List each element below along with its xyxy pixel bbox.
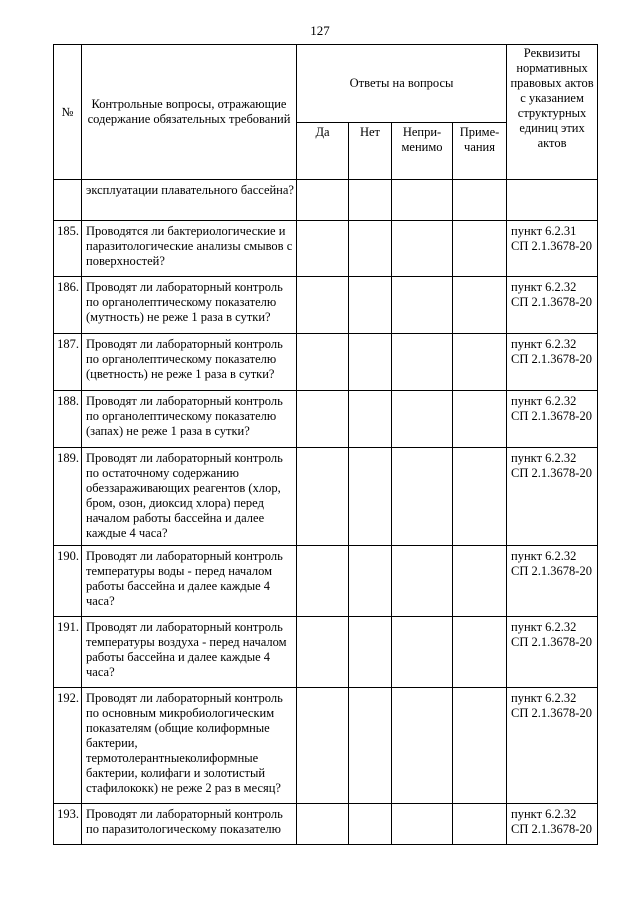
row-reference: пункт 6.2.32 СП 2.1.3678-20 [507, 391, 598, 448]
requirements-table [53, 44, 598, 845]
table-row [54, 804, 598, 845]
answer-na-cell[interactable] [392, 688, 453, 804]
row-number: 189. [54, 448, 82, 546]
row-number [54, 180, 82, 221]
table-row [54, 448, 598, 546]
answer-note-cell[interactable] [453, 688, 507, 804]
answer-na-cell[interactable] [392, 546, 453, 617]
answer-no-cell[interactable] [349, 277, 392, 334]
row-reference [507, 180, 598, 221]
answer-note-cell[interactable] [453, 391, 507, 448]
row-number: 185. [54, 221, 82, 277]
answer-yes-cell[interactable] [297, 804, 349, 845]
row-question: Проводят ли лабораторный контроль температуры воздуха - перед началом работы бассейна и далее каждые 4 часа? [82, 617, 297, 688]
answer-note-cell[interactable] [453, 546, 507, 617]
row-number: 193. [54, 804, 82, 845]
answer-note-cell[interactable] [453, 448, 507, 546]
answer-na-cell[interactable] [392, 334, 453, 391]
answer-na-cell[interactable] [392, 221, 453, 277]
answer-na-cell[interactable] [392, 180, 453, 221]
row-reference: пункт 6.2.32 СП 2.1.3678-20 [507, 277, 598, 334]
header-question: Контрольные вопросы, отражающие содержание обязательных требований [82, 45, 297, 180]
answer-no-cell[interactable] [349, 546, 392, 617]
row-number: 188. [54, 391, 82, 448]
answer-yes-cell[interactable] [297, 221, 349, 277]
row-question: Проводят ли лабораторный контроль по органолептическому показателю (мутность) не реже 1 раза в сутки? [82, 277, 297, 334]
answer-na-cell[interactable] [392, 391, 453, 448]
answer-yes-cell[interactable] [297, 546, 349, 617]
answer-na-cell[interactable] [392, 448, 453, 546]
answer-yes-cell[interactable] [297, 277, 349, 334]
answer-yes-cell[interactable] [297, 448, 349, 546]
row-reference: пункт 6.2.32 СП 2.1.3678-20 [507, 804, 598, 845]
row-reference: пункт 6.2.32 СП 2.1.3678-20 [507, 688, 598, 804]
row-reference: пункт 6.2.32 СП 2.1.3678-20 [507, 334, 598, 391]
table-row [54, 617, 598, 688]
table-row [54, 391, 598, 448]
row-reference: пункт 6.2.31 СП 2.1.3678-20 [507, 221, 598, 277]
answer-yes-cell[interactable] [297, 617, 349, 688]
answer-no-cell[interactable] [349, 804, 392, 845]
row-question: Проводят ли лабораторный контроль температуры воды - перед началом работы бассейна и далее каждые 4 часа? [82, 546, 297, 617]
page-number: 127 [310, 23, 330, 38]
header-yes: Да [297, 123, 349, 180]
row-question: эксплуатации плавательного бассейна? [82, 180, 297, 221]
header-notes: Приме- чания [453, 123, 507, 180]
header-not-applicable: Непри- менимо [392, 123, 453, 180]
answer-na-cell[interactable] [392, 617, 453, 688]
row-reference: пункт 6.2.32 СП 2.1.3678-20 [507, 546, 598, 617]
row-number: 192. [54, 688, 82, 804]
row-number: 191. [54, 617, 82, 688]
header-num: № [54, 45, 82, 180]
answer-yes-cell[interactable] [297, 180, 349, 221]
row-question: Проводятся ли бактериологические и паразитологические анализы смывов с поверхностей? [82, 221, 297, 277]
answer-no-cell[interactable] [349, 617, 392, 688]
answer-no-cell[interactable] [349, 180, 392, 221]
header-requisites: Реквизиты нормативных правовых актов с указанием структурных единиц этих актов [507, 45, 598, 180]
header-no: Нет [349, 123, 392, 180]
table-row [54, 546, 598, 617]
row-reference: пункт 6.2.32 СП 2.1.3678-20 [507, 448, 598, 546]
answer-no-cell[interactable] [349, 334, 392, 391]
row-number: 187. [54, 334, 82, 391]
table-row [54, 688, 598, 804]
answer-note-cell[interactable] [453, 334, 507, 391]
row-number: 190. [54, 546, 82, 617]
row-reference: пункт 6.2.32 СП 2.1.3678-20 [507, 617, 598, 688]
answer-note-cell[interactable] [453, 617, 507, 688]
answer-note-cell[interactable] [453, 277, 507, 334]
row-question: Проводят ли лабораторный контроль по органолептическому показателю (запах) не реже 1 раза в сутки? [82, 391, 297, 448]
table-row [54, 334, 598, 391]
answer-no-cell[interactable] [349, 221, 392, 277]
answer-no-cell[interactable] [349, 391, 392, 448]
answer-yes-cell[interactable] [297, 688, 349, 804]
answer-no-cell[interactable] [349, 448, 392, 546]
answer-na-cell[interactable] [392, 804, 453, 845]
answer-na-cell[interactable] [392, 277, 453, 334]
row-question: Проводят ли лабораторный контроль по паразитологическому показателю [82, 804, 297, 845]
answer-yes-cell[interactable] [297, 334, 349, 391]
row-question: Проводят ли лабораторный контроль по органолептическому показателю (цветность) не реже 1 раза в сутки? [82, 334, 297, 391]
answer-note-cell[interactable] [453, 180, 507, 221]
row-number: 186. [54, 277, 82, 334]
answer-yes-cell[interactable] [297, 391, 349, 448]
answer-note-cell[interactable] [453, 804, 507, 845]
answer-no-cell[interactable] [349, 688, 392, 804]
header-answers: Ответы на вопросы [297, 45, 507, 123]
table-row [54, 180, 598, 221]
table-row [54, 221, 598, 277]
row-question: Проводят ли лабораторный контроль по основным микробиологическим показателям (общие колиформные бактерии, термотолерантныеколиформные бактерии, колифаги и золотистый стафилококк) не реже 2 раз в месяц? [82, 688, 297, 804]
table-row [54, 277, 598, 334]
row-question: Проводят ли лабораторный контроль по остаточному содержанию обеззараживающих реагентов (хлор, бром, озон, диоксид хлора) перед началом работы бассейна и далее каждые 4 часа? [82, 448, 297, 546]
answer-note-cell[interactable] [453, 221, 507, 277]
